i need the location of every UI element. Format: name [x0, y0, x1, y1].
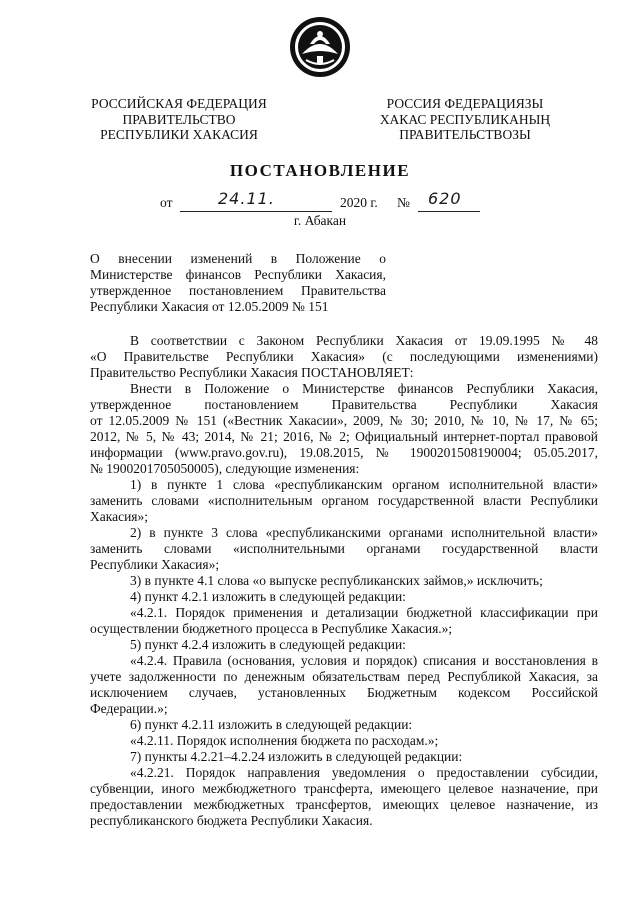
city: г. Абакан — [293, 213, 347, 228]
body-paragraph — [90, 333, 598, 381]
body-line: «4.2.11. Порядок исполнения бюджета по расходам.»; — [130, 733, 439, 748]
body-line: учете задолженности по денежным обязательствам перед Республикой Хакасия, за — [90, 669, 598, 684]
body-line: Республики Хакасия»; — [90, 557, 220, 572]
subject-line: Республики Хакасия от 12.05.2009 № 151 — [90, 299, 329, 314]
body-line: «4.2.21. Порядок направления уведомления о предоставлении субсидии, — [130, 765, 598, 780]
date-prefix: от — [160, 195, 173, 210]
handwritten-number: 620 — [428, 189, 462, 208]
body-paragraph — [90, 637, 598, 653]
body-paragraph — [90, 573, 598, 589]
subject-block — [90, 251, 386, 315]
body-line: исключением случаев, установленных Бюджетным кодексом Российской — [90, 685, 598, 700]
body-paragraph — [90, 653, 598, 717]
number-underline — [418, 211, 480, 212]
body-line: Внести в Положение о Министерстве финансов Республики Хакасия, — [130, 381, 598, 396]
body-line: 2012, № 5, № 43; 2014, № 21; 2016, № 2; Официальный интернет-портал правовой — [90, 429, 598, 444]
body-line: заменить словами «исполнительными органами государственной власти — [90, 541, 598, 556]
date-line — [160, 189, 490, 215]
header-left-line: РОССИЙСКАЯ ФЕДЕРАЦИЯ — [91, 96, 267, 111]
document-title: ПОСТАНОВЛЕНИЕ — [229, 161, 411, 180]
body-line: предоставлении межбюджетных трансфертов, имеющих целевое назначение, из — [90, 797, 598, 812]
body-line: «4.2.1. Порядок применения и детализации бюджетной классификации при — [130, 605, 598, 620]
body-line: 7) пункты 4.2.21–4.2.24 изложить в следующей редакции: — [130, 749, 463, 764]
body-line: Федерации.»; — [90, 701, 168, 716]
subject-line: О внесении изменений в Положение о — [90, 251, 386, 266]
date-year: 2020 г. — [340, 195, 378, 210]
body-paragraph — [90, 381, 598, 477]
body-line: заменить словами «исполнительным органом государственной власти Республики — [90, 493, 598, 508]
header-left-line: ПРАВИТЕЛЬСТВО — [122, 111, 236, 127]
coat-of-arms-icon — [288, 14, 352, 80]
body-paragraph — [90, 733, 598, 749]
body-line: Правительство Республики Хакасия ПОСТАНОВЛЯЕТ: — [90, 365, 414, 380]
body-line: Хакасия»; — [90, 509, 149, 524]
header-right-line: РОССИЯ ФЕДЕРАЦИЯЗЫ — [386, 96, 544, 111]
number-sign: № — [397, 195, 410, 210]
body-line: утвержденное постановлением Правительства Республики Хакасия — [90, 397, 598, 412]
body-paragraph — [90, 749, 598, 765]
body-paragraph — [90, 477, 598, 525]
header-right — [360, 96, 570, 143]
body-line: 5) пункт 4.2.4 изложить в следующей редакции: — [130, 637, 406, 652]
body-line: республиканского бюджета Республики Хакасия. — [90, 813, 373, 828]
body-line: информации (www.pravo.gov.ru), 19.08.2015, № 1900201508190004; 05.05.2017, — [90, 445, 598, 460]
subject-line: Министерстве финансов Республики Хакасия, — [90, 267, 386, 282]
subject-line: утвержденное постановлением Правительства — [90, 283, 386, 298]
body-line: осуществлении бюджетного процесса в Республике Хакасия.»; — [90, 621, 453, 636]
body-line: субвенции, иного межбюджетного трансферта, имеющего целевое назначение, при — [90, 781, 598, 796]
header-left-line: РЕСПУБЛИКИ ХАКАСИЯ — [100, 127, 258, 142]
body-paragraph — [90, 525, 598, 573]
body-line: 4) пункт 4.2.1 изложить в следующей редакции: — [130, 589, 406, 604]
body-paragraph — [90, 589, 598, 605]
header-right-line: ПРАВИТЕЛЬСТВОЗЫ — [399, 127, 531, 142]
document-body — [90, 333, 598, 829]
handwritten-date: 24.11. — [218, 189, 275, 208]
body-line: «4.2.4. Правила (основания, условия и порядок) списания и восстановления в — [130, 653, 598, 668]
body-line: 2) в пункте 3 слова «республиканскими органами исполнительной власти» — [130, 525, 598, 540]
body-line: 1) в пункте 1 слова «республиканским органом исполнительной власти» — [130, 477, 598, 492]
body-paragraph — [90, 765, 598, 829]
body-line: 3) в пункте 4.1 слова «о выпуске республиканских займов,» исключить; — [130, 573, 543, 588]
body-line: В соответствии с Законом Республики Хакасия от 19.09.1995 № 48 — [130, 333, 598, 348]
body-line: 6) пункт 4.2.11 изложить в следующей редакции: — [130, 717, 413, 732]
body-line: «О Правительстве Республики Хакасия» (с последующими изменениями) — [90, 349, 598, 364]
header-left — [68, 96, 290, 143]
body-paragraph — [90, 717, 598, 733]
body-paragraph — [90, 605, 598, 637]
body-line: № 1900201705050005), следующие изменения: — [90, 461, 360, 476]
header-right-line: ХАКАС РЕСПУБЛИКАНЫҢ — [379, 111, 551, 127]
date-underline — [180, 211, 332, 212]
body-line: от 12.05.2009 № 151 («Вестник Хакасии», 2009, № 30; 2010, № 10, № 17, № 65; — [90, 413, 598, 428]
